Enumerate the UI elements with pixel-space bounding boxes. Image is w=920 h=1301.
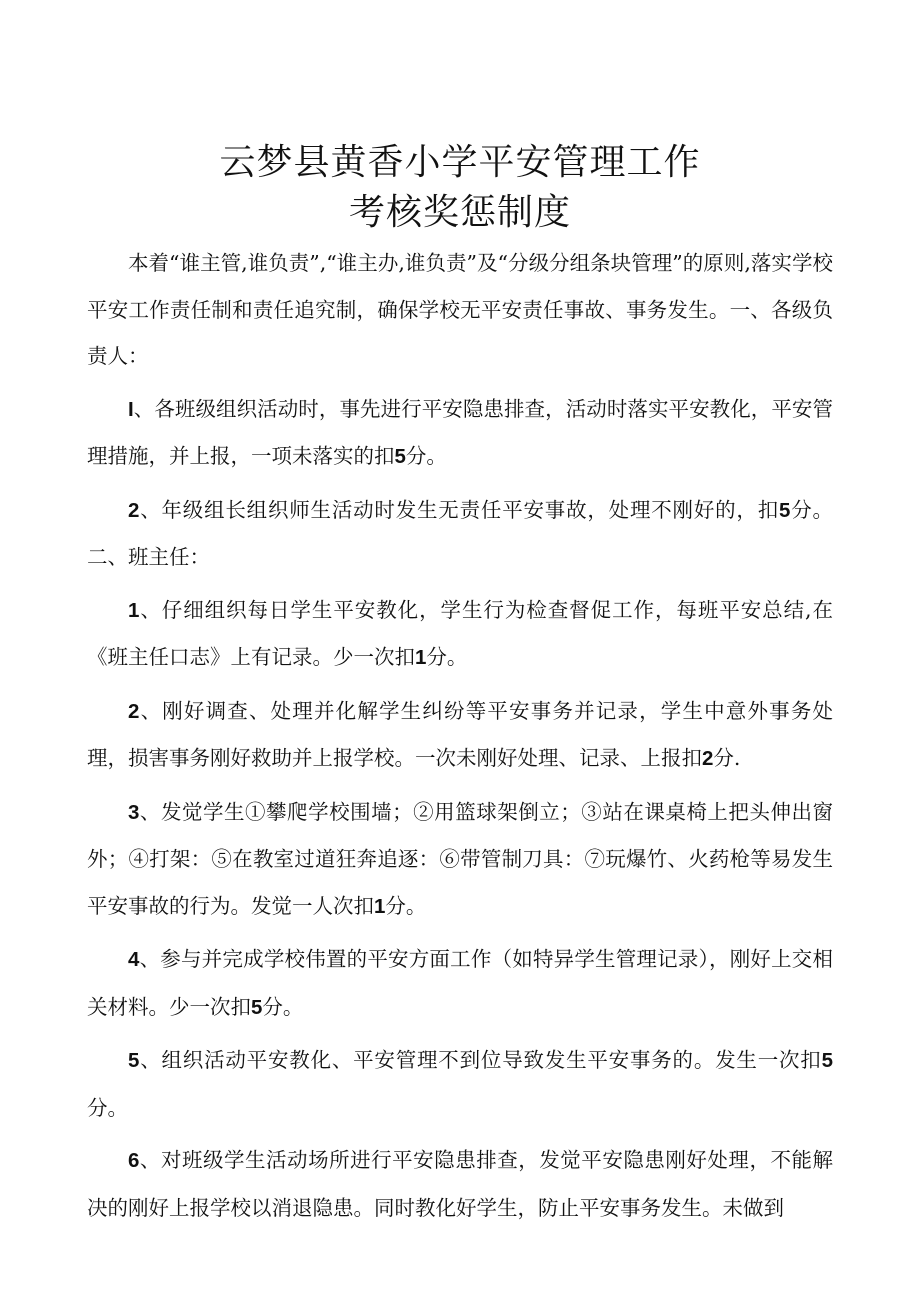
item-number: 2 [128, 699, 140, 723]
item-points: 2 [702, 747, 714, 770]
item-text: 、发觉学生①攀爬学校围墙；②用篮球架倒立；③站在课桌椅上把头伸出窗外；④打架：⑤在教室过道狂奔追逐：⑥带管制刀具：⑦玩爆竹、火药枪等易发生平安事故的行为。发觉一人次扣 [87, 799, 833, 918]
item-number: 1 [128, 598, 140, 622]
item-points: 5 [394, 445, 406, 468]
item-text: 、对班级学生活动场所进行平安隐患排查，发觉平安隐患刚好处理，不能解决的刚好上报学校以消退隐患。同时教化好学生，防止平安事务发生。未做到 [87, 1148, 833, 1220]
item-unit: 分. [713, 746, 741, 770]
item-number: 3 [128, 800, 140, 824]
item-text: 、各班级组织活动时，事先进行平安隐患排查，活动时落实平安教化，平安管理措施，并上报，一项未落实的扣 [87, 396, 833, 468]
document-title-line1: 云梦县黄香小学平安管理工作 [219, 142, 701, 183]
section1-item1 [87, 386, 833, 481]
item-number: 5 [128, 1049, 140, 1072]
section2-item5 [87, 1037, 833, 1131]
item-text: 、年级组长组织师生活动时发生无责任平安事故，处理不刚好的，扣 [139, 497, 780, 522]
section1-item2 [87, 487, 833, 581]
item-points: 5 [821, 1049, 833, 1072]
intro-paragraph [87, 240, 833, 380]
item-text: 、组织活动平安教化、平安管理不到位导致发生平安事务的。发生一次扣 [139, 1048, 822, 1072]
section2-item4 [87, 936, 833, 1031]
item-number: 4 [128, 948, 140, 971]
section2-item6 [87, 1137, 833, 1231]
section2-item1 [87, 587, 833, 682]
document-title-line2: 考核奖惩制度 [348, 192, 571, 233]
item-points: 5 [251, 995, 263, 1019]
item-unit: 分。 [405, 444, 447, 468]
item-points: 1 [415, 646, 427, 669]
item-number: 6 [128, 1149, 140, 1172]
item-unit: 分。 [426, 645, 468, 669]
item-unit: 分。 [385, 893, 427, 918]
item-points: 5 [779, 498, 791, 522]
intro-text: 本着“谁主管,谁负责”,“谁主办,谁负责”及“分级分组条块管理”的原则,落实学校平安工作责任制和责任追究制，确保学校无平安责任事故、事务发生。一、各级负责人： [87, 251, 833, 368]
item-text: 、参与并完成学校伟置的平安方面工作（如特异学生管理记录），刚好上交相关材料。少一次扣 [87, 947, 833, 1019]
section2-item2 [87, 688, 833, 783]
item-number: 2 [128, 498, 140, 522]
item-unit: 分。 [87, 1095, 128, 1120]
item-unit: 分。二、班主任： [87, 497, 834, 569]
document-body [87, 240, 833, 1231]
item-text: 、刚好调查、处理并化解学生纠纷等平安事务并记录，学生中意外事务处理，损害事务刚好救助并上报学校。一次未刚好处理、记录、上报扣 [87, 698, 833, 770]
section2-item3 [87, 789, 833, 931]
item-number: I [128, 397, 134, 421]
item-points: 1 [374, 894, 386, 918]
item-unit: 分。 [262, 994, 304, 1019]
item-text: 、仔细组织每日学生平安教化，学生行为检查督促工作，每班平安总结,在《班主任口志》上有记录。少一次扣 [87, 597, 833, 669]
